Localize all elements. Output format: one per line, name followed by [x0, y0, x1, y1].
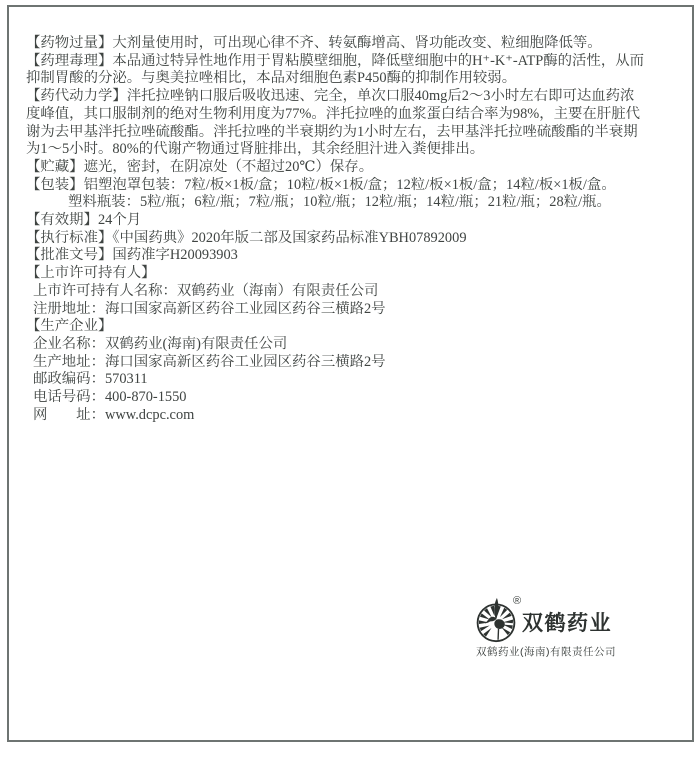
line-pharmacokinetics-1: 【药代动力学】泮托拉唑钠口服后吸收迅速、完全，单次口服40mg后2～3小时左右即可达血药浓: [26, 88, 635, 105]
line-executive-standard: 【执行标准】《中国药典》2020年版二部及国家药品标准YBH07892009: [26, 229, 467, 246]
line-manufacturer-header: 【生产企业】: [26, 318, 113, 335]
logotype-double-crane: 双鹤药业: [522, 612, 612, 635]
line-mah-header: 【上市许可持有人】: [26, 265, 156, 282]
insert-text-block: [26, 35, 674, 424]
line-pharmacology-toxicology-2: 抑制胃酸的分泌。与奥美拉唑相比，本品对细胞色素P450酶的抑制作用较弱。: [26, 70, 517, 87]
line-manufacturer-address: 生产地址：海口国家高新区药谷工业园区药谷三横路2号: [33, 353, 386, 370]
line-packaging-bottle: 塑料瓶装：5粒/瓶；6粒/瓶；7粒/瓶；10粒/瓶；12粒/瓶；14粒/瓶；21粒/瓶；28粒/瓶。: [68, 194, 611, 211]
line-pharmacokinetics-4: 为1～5小时。80%的代谢产物通过肾脏排出，其余经胆汁进入粪便排出。: [26, 141, 485, 158]
line-approval-number: 【批准文号】国药准字H20093903: [26, 247, 238, 264]
line-validity-period: 【有效期】24个月: [26, 212, 142, 229]
line-website: 网 址：www.dcpc.com: [33, 406, 195, 423]
footer-company-name: 双鹤药业(海南)有限责任公司: [476, 646, 616, 658]
line-drug-overdose: 【药物过量】大剂量使用时，可出现心律不齐、转氨酶增高、肾功能改变、粒细胞降低等。: [26, 35, 602, 51]
line-mah-name: 上市许可持有人名称：双鹤药业（海南）有限责任公司: [33, 282, 379, 299]
line-pharmacokinetics-3: 谢为去甲基泮托拉唑硫酸酯。泮托拉唑的半衰期约为1小时左右，去甲基泮托拉唑硫酸酯的半衰期: [26, 123, 638, 140]
line-pharmacokinetics-2: 度峰值，其口服制剂的绝对生物利用度为77%。泮托拉唑的血浆蛋白结合率为98%，主要在肝脏代: [26, 105, 640, 122]
line-storage: 【贮藏】遮光，密封，在阴凉处（不超过20℃）保存。: [26, 158, 374, 175]
line-pharmacology-toxicology-1: 【药理毒理】本品通过特异性地作用于胃粘膜壁细胞，降低壁细胞中的H⁺-K⁺-ATP酶的活性，从而: [26, 52, 644, 69]
line-packaging-blister: 【包装】铝塑泡罩包装：7粒/板×1板/盒；10粒/板×1板/盒；12粒/板×1板/盒；14粒/板×1板/盒。: [26, 176, 616, 193]
line-mah-registered-address: 注册地址：海口国家高新区药谷工业园区药谷三横路2号: [33, 300, 386, 317]
line-phone-number: 电话号码：400-870-1550: [33, 389, 187, 406]
line-manufacturer-name: 企业名称：双鹤药业(海南)有限责任公司: [33, 335, 288, 352]
line-postal-code: 邮政编码：570311: [33, 371, 148, 388]
registered-trademark-symbol: ®: [513, 595, 522, 607]
company-logo-block: [470, 594, 670, 674]
